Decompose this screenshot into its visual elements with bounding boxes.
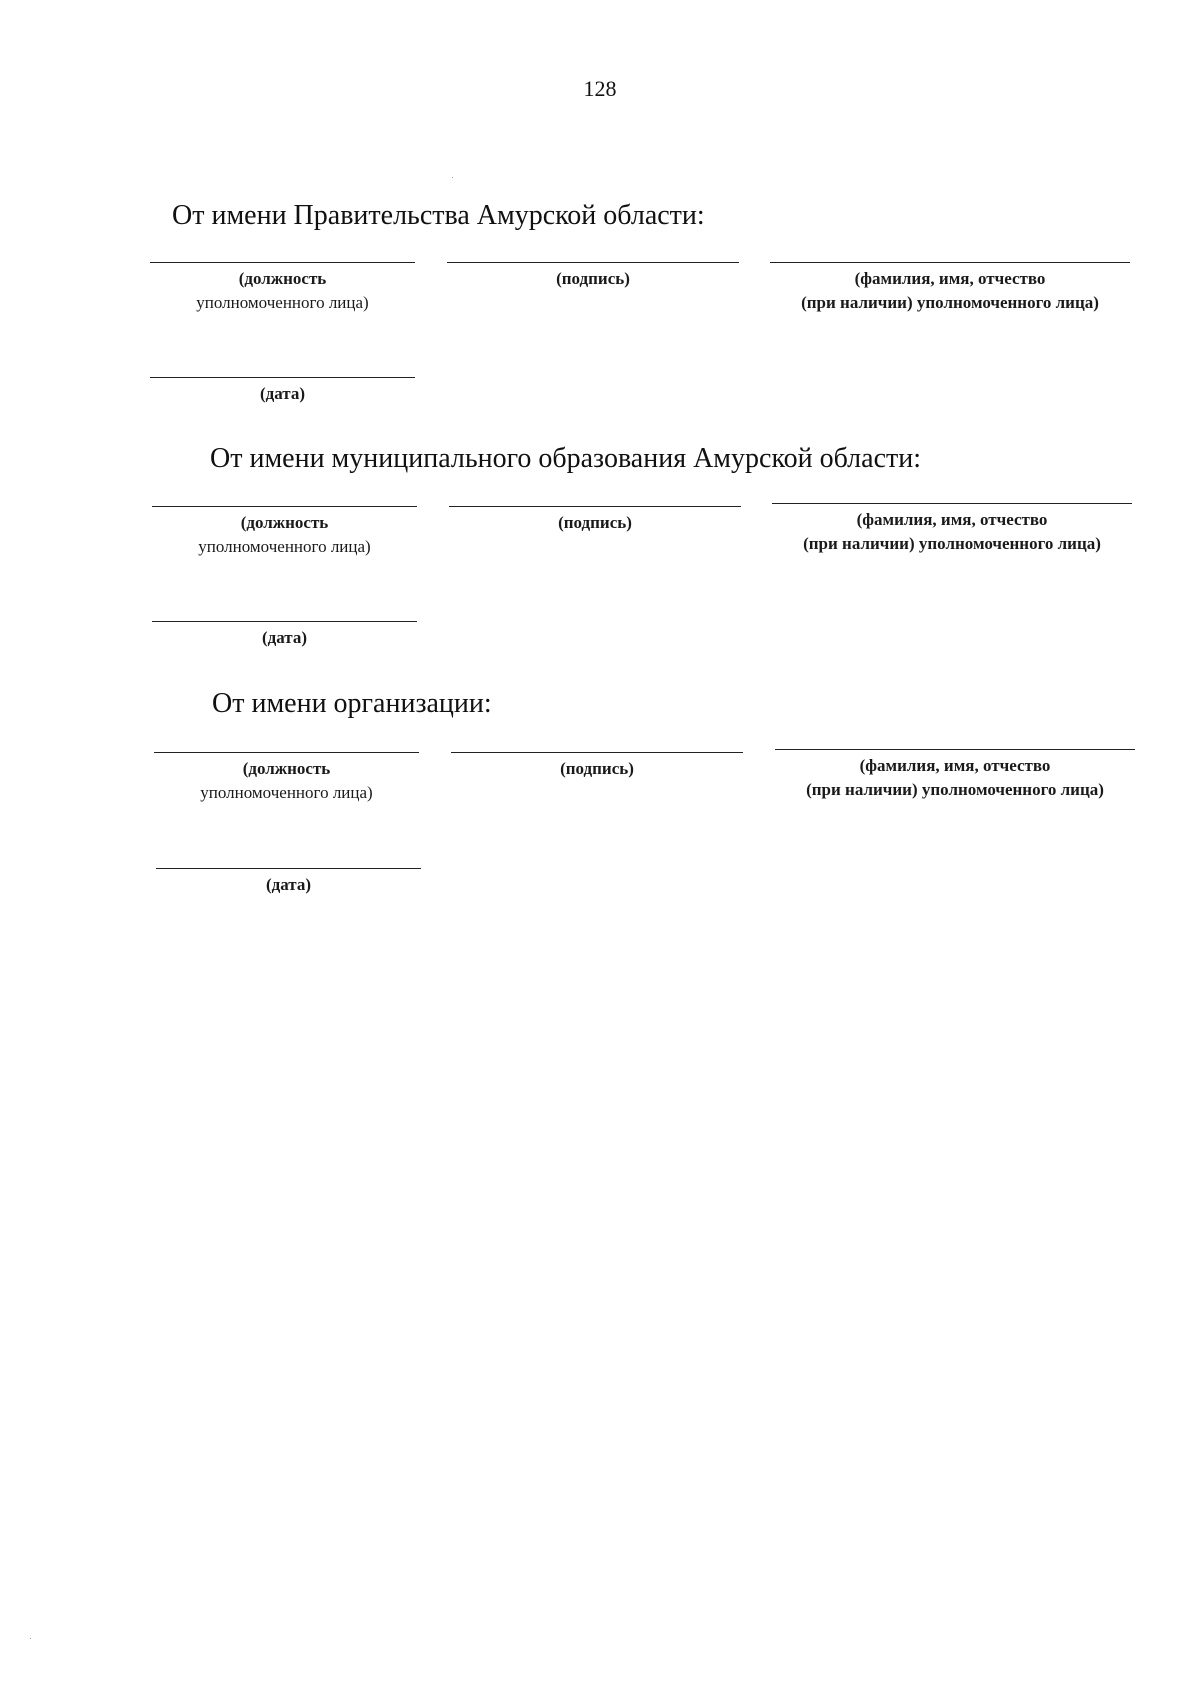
scan-speck [452, 177, 453, 178]
date-field[interactable] [150, 377, 415, 406]
signature-field[interactable] [449, 506, 741, 535]
position-line [152, 506, 417, 507]
fullname-field[interactable] [770, 262, 1130, 315]
signature-field[interactable] [451, 752, 743, 781]
date-line [156, 868, 421, 869]
position-caption: (должность уполномоченного лица) [200, 759, 373, 802]
position-caption: (должность уполномоченного лица) [196, 269, 369, 312]
section-heading: От имени Правительства Амурской области: [172, 200, 705, 231]
date-caption: (дата) [265, 875, 312, 894]
position-field[interactable] [150, 262, 415, 315]
signature-caption: (подпись) [558, 513, 632, 532]
signature-line [451, 752, 743, 753]
date-caption: (дата) [261, 628, 308, 647]
fullname-caption: (фамилия, имя, отчество (при наличии) уполномоченного лица) [803, 510, 1101, 553]
fullname-field[interactable] [775, 749, 1135, 802]
signature-caption: (подпись) [560, 759, 634, 778]
fullname-caption: (фамилия, имя, отчество (при наличии) уполномоченного лица) [801, 269, 1099, 312]
section-heading: От имени муниципального образования Амурской области: [210, 443, 921, 474]
date-line [152, 621, 417, 622]
position-field[interactable] [154, 752, 419, 805]
date-field[interactable] [152, 621, 417, 650]
fullname-line [770, 262, 1130, 263]
signature-caption: (подпись) [556, 269, 630, 288]
position-line [154, 752, 419, 753]
section-heading: От имени организации: [212, 688, 492, 719]
signature-line [449, 506, 741, 507]
page-number: 128 [583, 76, 617, 101]
date-line [150, 377, 415, 378]
signature-field[interactable] [447, 262, 739, 291]
fullname-line [772, 503, 1132, 504]
fullname-field[interactable] [772, 503, 1132, 556]
fullname-caption: (фамилия, имя, отчество (при наличии) уполномоченного лица) [806, 756, 1104, 799]
date-caption: (дата) [259, 384, 306, 403]
signature-line [447, 262, 739, 263]
fullname-line [775, 749, 1135, 750]
date-field[interactable] [156, 868, 421, 897]
scan-speck [30, 1638, 31, 1639]
position-caption: (должность уполномоченного лица) [198, 513, 371, 556]
position-field[interactable] [152, 506, 417, 559]
position-line [150, 262, 415, 263]
